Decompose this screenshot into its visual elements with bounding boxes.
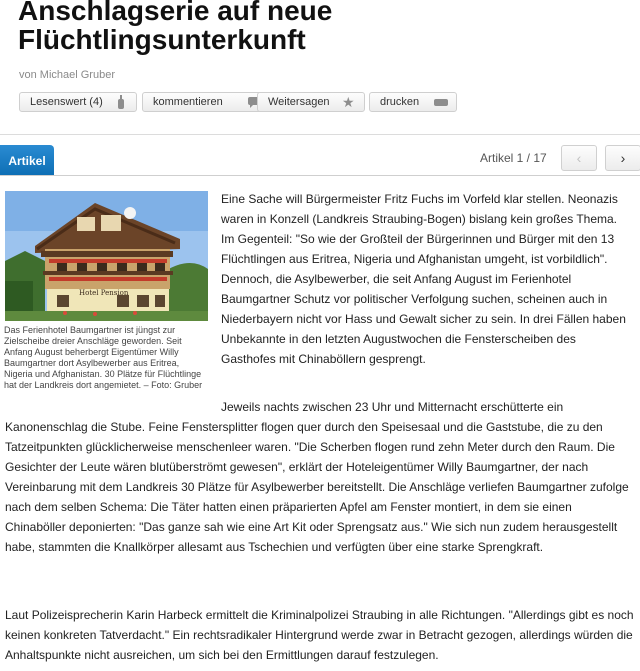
lesenswert-button[interactable] — [19, 92, 137, 112]
header-divider — [0, 134, 640, 135]
next-article-button[interactable] — [605, 145, 640, 171]
kommentieren-label: kommentieren — [153, 96, 223, 108]
hotel-photo — [5, 191, 208, 321]
tabbar-divider — [0, 175, 640, 176]
printer-icon — [434, 95, 448, 109]
hotel-sign-text: Hotel Pension — [79, 289, 129, 297]
previous-article-button[interactable] — [561, 145, 597, 171]
article-tabbar — [0, 145, 640, 176]
weitersagen-button[interactable] — [257, 92, 365, 112]
bottle-icon — [114, 95, 128, 109]
weitersagen-label: Weitersagen — [268, 96, 330, 108]
star-icon: ★ — [342, 93, 355, 110]
hotel-illustration — [5, 191, 208, 321]
article-paragraph-2: Jeweils nachts zwischen 23 Uhr und Mitternacht erschütterte ein Kanonenschlag die Stube. Feine Fenstersplitter flogen quer durch den Speisesaal und die Gaststube, die zu den Tatzeitpunkten glücklicherweise menschenleer waren. "Die Scherben flogen rund zehn Meter durch den Raum. Die Gesichter der Leute wären blutüberströmt gewesen", erklärt der Hoteleigentümer Willy Baumgartner, der nach Vereinbarung mit dem Landkreis 30 Plätze für Asylbewerber bereitstellt. Die Anschläge verliefen Baumgartner zufolge nach dem selben Schema: Die Täter hatten einen präparierten Apfel am Fenster montiert, in dem sie einen Chinaböller deponierten: "Das ganze sah wie eine Art Kit oder Sprengsatz aus." Wie sich nun zudem herausgestellt habe, stammten die Knallkörper allesamt aus Tschechien und verfügten über eine starke Sprengkraft. — [5, 400, 629, 554]
article-paragraph-1: Eine Sache will Bürgermeister Fritz Fuchs im Vorfeld klar stellen. Neonazis waren in Konzell (Landkreis Straubing-Bogen) bislang kein großes Thema. Im Gegenteil: "So wie der Großteil der Bürgerinnen und Bürger mit den 13 Flüchtlingen aus Eritrea, Nigeria und Afghanistan umgeht, ist vorbildlich". Dennoch, die Asylbewerber, die seit Anfang August im Ferienhotel Baumgartner Schutz vor politischer Verfolgung suchen, scheinen auch in Niederbayern nicht vor Hass und Gewalt sicher zu sein. In drei Fällen haben Unbekannte in den letzten Augustwochen die Fensterscheiben des Gasthofes mit Chinaböllern gesprengt. — [221, 192, 626, 366]
drucken-label: drucken — [380, 96, 420, 108]
photo-caption: Das Ferienhotel Baumgartner ist jüngst zur Zielscheibe dreier Anschläge geworden. Seit Anfang August beherbergt Eigentümer Willy Baumgartner dort Asylbewerber aus Eritrea, Nigeria und Afghanistan. 30 Plätze für Flüchtlinge hat der Landkreis dort angemietet. – Foto: Gruber — [4, 325, 203, 390]
chevron-right-icon: › — [620, 150, 626, 166]
tab-artikel[interactable]: Artikel — [0, 145, 54, 176]
article-headline: Anschlagserie auf neue Flüchtlingsunterkunft — [18, 0, 333, 55]
pager-indicator: Artikel 1 / 17 — [480, 151, 547, 165]
chevron-left-icon: ‹ — [576, 150, 582, 166]
kommentieren-button[interactable] — [142, 92, 270, 112]
drucken-button[interactable] — [369, 92, 457, 112]
lesenswert-label: Lesenswert (4) — [30, 96, 103, 108]
article-paragraph-3: Laut Polizeisprecherin Karin Harbeck ermittelt die Kriminalpolizei Straubing in alle Richtungen. "Allerdings gibt es noch keinen konkreten Tatverdacht." Ein rechtsradikaler Hintergrund werde zwar in Betracht gezogen, allerdings würden die Anhaltspunkte nicht ausreichen, um sich bei den Ermittlungen darauf festzulegen. — [5, 608, 634, 662]
article-author: von Michael Gruber — [19, 69, 115, 81]
